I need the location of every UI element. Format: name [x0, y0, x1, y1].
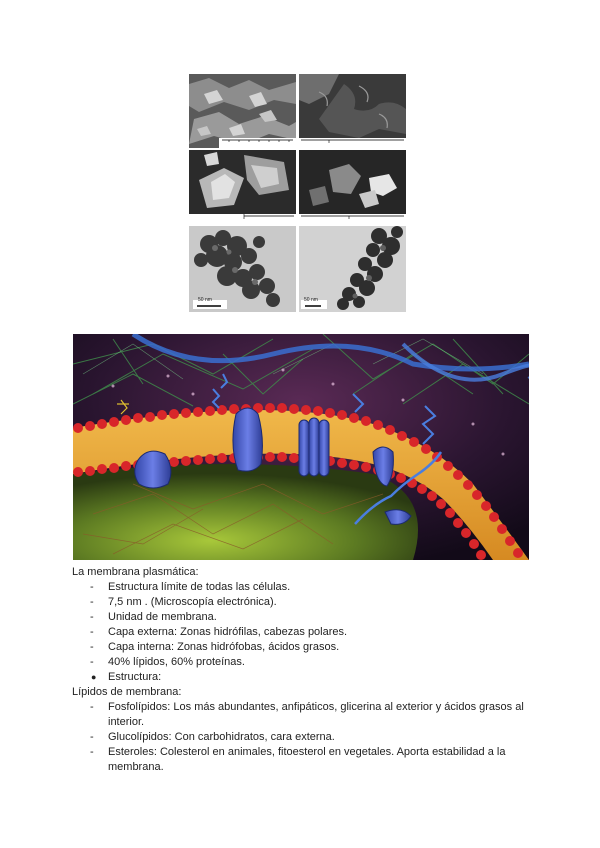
list-item — [72, 640, 532, 655]
list-item-text: Unidad de membrana. — [108, 611, 217, 623]
list-marker: - — [90, 581, 94, 593]
list-item-text: 7,5 nm . (Microscopía electrónica). — [108, 596, 277, 608]
list-item — [72, 625, 532, 640]
list-item-text: 40% lípidos, 60% proteínas. — [108, 656, 245, 668]
list-marker: - — [90, 626, 94, 638]
scale-label: 50 nm — [198, 297, 212, 303]
list-marker: - — [90, 731, 94, 743]
micrograph-grid — [189, 74, 407, 312]
list-item-text: Capa externa: Zonas hidrófilas, cabezas polares. — [108, 626, 348, 638]
scale-label: 50 nm — [304, 297, 318, 303]
list-item — [72, 700, 532, 730]
list-item-text: Fosfolípidos: Los más abundantes, anfipáticos, glicerina al exterior y ácidos grasos al interior. — [108, 701, 524, 728]
lipidos-list — [72, 700, 532, 775]
section-heading-lipidos: Lípidos de membrana: — [72, 686, 182, 698]
list-item — [72, 745, 532, 775]
list-item — [72, 580, 532, 595]
list-marker: - — [90, 641, 94, 653]
membrana-list — [72, 580, 532, 685]
list-item — [72, 595, 532, 610]
list-item-text: Glucolípidos: Con carbohidratos, cara externa. — [108, 731, 335, 743]
micrograph-sem-top-left — [189, 74, 296, 148]
micrograph-sem-middle-left — [189, 150, 296, 224]
list-marker: - — [90, 701, 94, 713]
list-item-text: Estructura: — [108, 671, 162, 683]
list-marker: - — [90, 596, 94, 608]
micrograph-sem-middle-right — [299, 150, 406, 224]
list-marker: - — [90, 746, 94, 758]
cell-membrane-illustration — [73, 334, 529, 560]
list-item — [72, 610, 532, 625]
list-item-text: Esteroles: Colesterol en animales, fitoesterol en vegetales. Aporta estabilidad a la membrana. — [108, 746, 506, 773]
membrane-notes — [72, 565, 532, 775]
micrograph-tem-bottom-left — [189, 226, 296, 312]
list-marker: - — [90, 656, 94, 668]
list-item — [72, 670, 532, 685]
micrograph-tem-bottom-right — [299, 226, 406, 312]
micrograph-sem-top-right — [299, 74, 406, 148]
list-item — [72, 730, 532, 745]
list-item-text: Estructura límite de todas las células. — [108, 581, 291, 593]
list-marker: - — [90, 611, 94, 623]
bullet-icon: ● — [91, 672, 97, 682]
list-item — [72, 655, 532, 670]
section-heading-membrana: La membrana plasmática: — [72, 566, 199, 578]
list-item-text: Capa interna: Zonas hidrófobas, ácidos grasos. — [108, 641, 340, 653]
